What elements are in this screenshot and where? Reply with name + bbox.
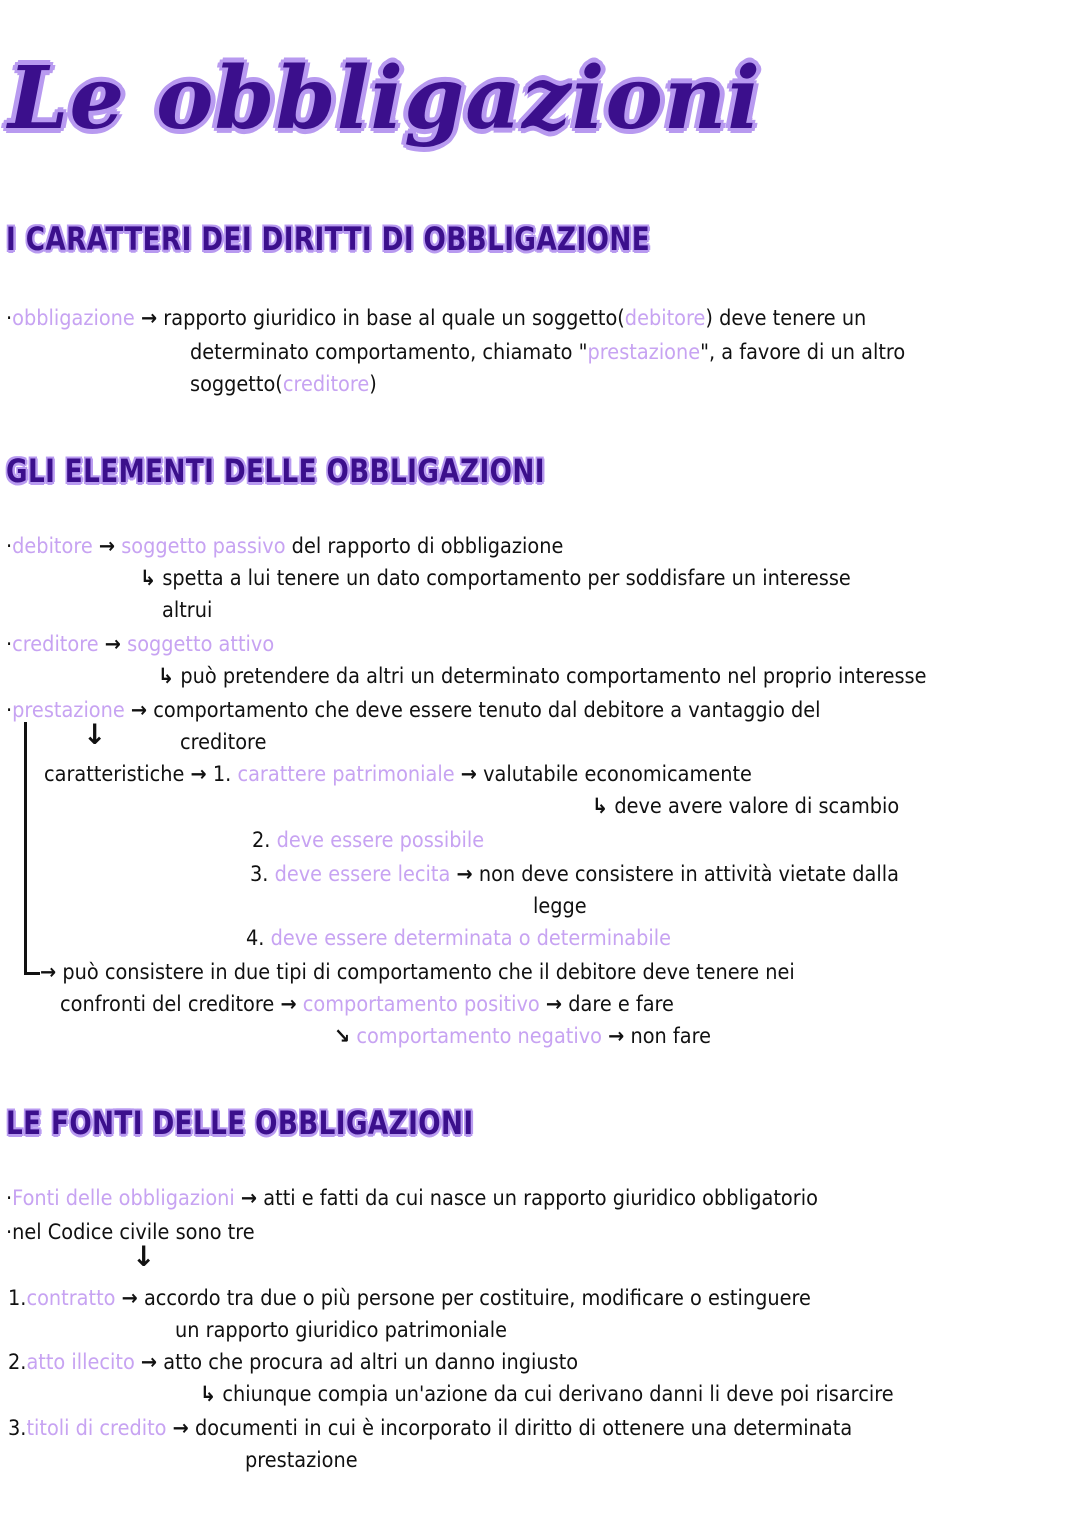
creditore-sub: ↳ può pretendere da altri un determinato comportamento nel proprio interesse [158, 664, 927, 688]
arrow-right-icon: → [456, 862, 473, 886]
tipi-line1: → può consistere in due tipi di comportamento che il debitore deve tenere nei [40, 960, 795, 984]
arrow-right-icon: → [98, 534, 116, 558]
arrow-right-icon: → [121, 1286, 138, 1310]
term-prestazione: prestazione [587, 340, 701, 364]
arrow-right-icon: → [190, 762, 207, 786]
fonte-3: 3.titoli di credito → documenti in cui è incorporato il diritto di ottenere una determinata [8, 1416, 853, 1440]
caratteristica-2: 2. deve essere possibile [252, 828, 485, 852]
section-heading-fonti: LE FONTI DELLE OBBLIGAZIONI [6, 1104, 474, 1142]
arrow-diagonal-icon: ↘ [334, 1024, 351, 1048]
fonti-line: ·Fonti delle obbligazioni → atti e fatti da cui nasce un rapporto giuridico obbligatorio [6, 1186, 818, 1210]
creditore-line: ·creditore → soggetto attivo [6, 632, 275, 656]
arrow-down-icon: ↓ [83, 718, 107, 751]
caratteristica-3: 3. deve essere lecita → non deve consistere in attività vietate dalla [250, 862, 899, 886]
arrow-right-icon: → [130, 698, 148, 722]
arrow-right-icon: → [104, 632, 121, 656]
curved-arrow-icon: ↳ [158, 664, 175, 688]
arrow-right-icon: → [172, 1416, 189, 1440]
arrow-right-icon: → [545, 992, 563, 1016]
arrow-right-icon: → [140, 1350, 158, 1374]
arrow-right-icon: → [280, 992, 297, 1016]
section-heading-elementi: GLI ELEMENTI DELLE OBBLIGAZIONI [6, 452, 545, 490]
arrow-right-icon: → [40, 960, 57, 984]
section-heading-caratteri: I CARATTERI DEI DIRITTI DI OBBLIGAZIONE [6, 220, 651, 258]
caratteristiche-line: caratteristiche → 1. carattere patrimoniale → valutabile economicamente [44, 762, 752, 786]
prestazione-def2: creditore [180, 730, 267, 754]
term-creditore: creditore [282, 372, 370, 396]
debitore-sub: ↳ spetta a lui tenere un dato comportamento per soddisfare un interesse [140, 566, 851, 590]
bracket-foot [24, 972, 40, 975]
tipi-line2: confronti del creditore → comportamento positivo → dare e fare [60, 992, 674, 1016]
curved-arrow-icon: ↳ [592, 794, 609, 818]
arrow-right-icon: → [240, 1186, 258, 1210]
obbligazione-definition-line1: ·obbligazione → rapporto giuridico in base al quale un soggetto(debitore) deve tenere un [6, 306, 867, 330]
fonte-2-sub: ↳ chiunque compia un'azione da cui derivano danni li deve poi risarcire [200, 1382, 894, 1406]
arrow-right-icon: → [608, 1024, 625, 1048]
page-title: Le obbligazioni [8, 48, 762, 149]
caratteristica-4: 4. deve essere determinata o determinabile [246, 926, 672, 950]
prestazione-line: ·prestazione → comportamento che deve essere tenuto dal debitore a vantaggio del [6, 698, 821, 722]
bracket-line [24, 722, 27, 974]
fonte-2: 2.atto illecito → atto che procura ad altri un danno ingiusto [8, 1350, 579, 1374]
curved-arrow-icon: ↳ [140, 566, 157, 590]
caratteristica-3-desc2: legge [533, 894, 587, 918]
fonte-1-desc2: un rapporto giuridico patrimoniale [175, 1318, 507, 1342]
obbligazione-definition-line3: soggetto(creditore) [190, 372, 377, 396]
debitore-sub2: altrui [162, 598, 213, 622]
arrow-down-icon: ↓ [132, 1240, 156, 1273]
arrow-right-icon: → [460, 762, 477, 786]
codice-line: ·nel Codice civile sono tre [6, 1220, 255, 1244]
arrow-right-icon: → [140, 306, 158, 330]
fonte-3-desc2: prestazione [245, 1448, 358, 1472]
fonte-1: 1.contratto → accordo tra due o più persone per costituire, modificare o estinguere [8, 1286, 811, 1310]
term-obbligazione: obbligazione [12, 306, 135, 330]
tipi-negativo: ↘ comportamento negativo → non fare [334, 1024, 711, 1048]
carattere-patrimoniale-sub: ↳ deve avere valore di scambio [592, 794, 900, 818]
debitore-line: ·debitore → soggetto passivo del rapporto di obbligazione [6, 534, 564, 558]
term-debitore: debitore [624, 306, 706, 330]
obbligazione-definition-line2: determinato comportamento, chiamato "prestazione", a favore di un altro [190, 340, 906, 364]
curved-arrow-icon: ↳ [200, 1382, 217, 1406]
